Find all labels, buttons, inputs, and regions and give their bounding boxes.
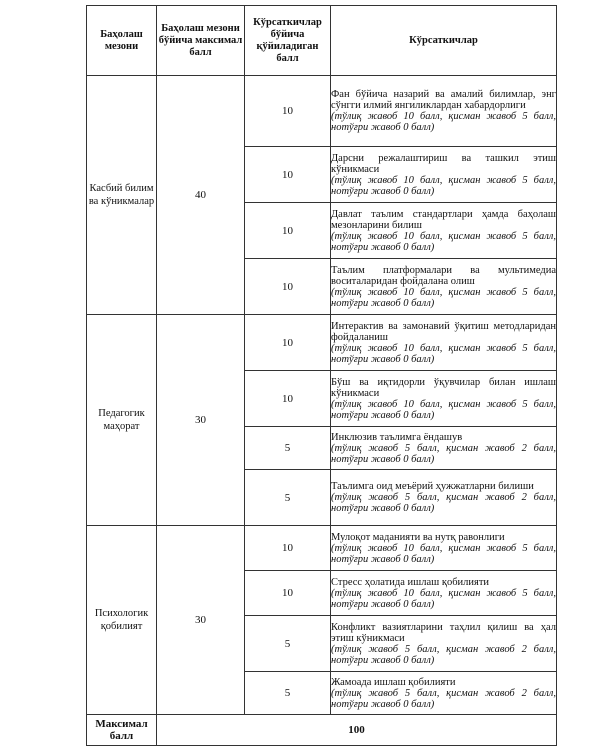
indicator-text: Жамоада ишлаш қобилияти xyxy=(331,676,456,688)
table-row xyxy=(87,315,557,371)
indicator-score: 10 xyxy=(245,571,331,616)
header-indicator-score: Кўрсаткичлар бўйича қўйиладиган балл xyxy=(245,6,331,76)
indicator-note: (тўлиқ жавоб 10 балл, қисман жавоб 5 балл, нотўғри жавоб 0 балл) xyxy=(331,542,556,565)
indicator-note: (тўлиқ жавоб 10 балл, қисман жавоб 5 балл, нотўғри жавоб 0 балл) xyxy=(331,230,556,253)
indicator-note: (тўлиқ жавоб 10 балл, қисман жавоб 5 балл, нотўғри жавоб 0 балл) xyxy=(331,286,556,309)
indicator-text: Таълимга оид меъёрий ҳужжатларни билиши xyxy=(331,481,534,492)
indicator-note: (тўлиқ жавоб 10 балл, қисман жавоб 5 балл, нотўғри жавоб 0 балл) xyxy=(331,174,556,197)
indicator-note: (тўлиқ жавоб 5 балл, қисман жавоб 2 балл, нотўғри жавоб 0 балл) xyxy=(331,442,556,465)
indicator-cell xyxy=(331,259,557,315)
max-score-cell: 30 xyxy=(157,526,245,715)
indicator-text: Бўш ва иқтидорли ўқувчилар билан ишлаш кўникмаси xyxy=(331,376,556,399)
indicator-score: 10 xyxy=(245,147,331,203)
indicator-cell xyxy=(331,315,557,371)
indicator-cell xyxy=(331,616,557,672)
max-score-cell: 40 xyxy=(157,76,245,315)
indicator-score: 10 xyxy=(245,371,331,427)
indicator-cell xyxy=(331,371,557,427)
criterion-cell: Касбий билим ва кўникмалар xyxy=(87,76,157,315)
indicator-note: (тўлиқ жавоб 5 балл, қисман жавоб 2 балл, нотўғри жавоб 0 балл) xyxy=(331,492,556,514)
total-row xyxy=(87,715,557,746)
indicator-score: 5 xyxy=(245,470,331,526)
indicator-cell xyxy=(331,571,557,616)
indicator-score: 5 xyxy=(245,427,331,470)
header-row xyxy=(87,6,557,76)
indicator-score: 5 xyxy=(245,616,331,672)
indicator-text: Стресс ҳолатида ишлаш қобилияти xyxy=(331,576,490,588)
indicator-text: Фан бўйича назарий ва амалий билимлар, энг сўнгги илмий янгиликлардан хабардорлиги xyxy=(331,89,556,111)
criterion-cell: Психологик қобилият xyxy=(87,526,157,715)
table-row xyxy=(87,526,557,571)
indicator-text: Мулоқот маданияти ва нутқ равонлиги xyxy=(331,531,505,543)
indicator-text: Инклюзив таълимга ёндашув xyxy=(331,431,463,443)
indicator-score: 10 xyxy=(245,259,331,315)
header-criterion: Баҳолаш мезони xyxy=(87,6,157,76)
scoring-table xyxy=(86,5,557,746)
indicator-score: 5 xyxy=(245,672,331,715)
indicator-cell xyxy=(331,672,557,715)
indicator-text: Таълим платформалари ва мультимедиа воситаларидан фойдалана олиш xyxy=(331,264,556,287)
indicator-cell xyxy=(331,427,557,470)
indicator-text: Давлат таълим стандартлари ҳамда баҳолаш мезонларини билиш xyxy=(331,208,556,231)
indicator-cell xyxy=(331,526,557,571)
indicator-note: (тўлиқ жавоб 10 балл, қисман жавоб 5 балл, нотўғри жавоб 0 балл) xyxy=(331,342,556,365)
indicator-score: 10 xyxy=(245,526,331,571)
table-row xyxy=(87,76,557,147)
criterion-cell: Педагогик маҳорат xyxy=(87,315,157,526)
indicator-score: 10 xyxy=(245,203,331,259)
indicator-note: (тўлиқ жавоб 10 балл, қисман жавоб 5 балл, нотўғри жавоб 0 балл) xyxy=(331,398,556,421)
indicator-note: (тўлиқ жавоб 10 балл, қисман жавоб 5 балл, нотўғри жавоб 0 балл) xyxy=(331,587,556,610)
indicator-text: Конфликт вазиятларини таҳлил қилиш ва ҳал этиш кўникмаси xyxy=(331,621,556,644)
indicator-note: (тўлиқ жавоб 5 балл, қисман жавоб 2 балл, нотўғри жавоб 0 балл) xyxy=(331,643,556,666)
indicator-note: (тўлиқ жавоб 5 балл, қисман жавоб 2 балл, нотўғри жавоб 0 балл) xyxy=(331,687,556,710)
indicator-score: 10 xyxy=(245,315,331,371)
indicator-cell xyxy=(331,76,557,147)
indicator-cell xyxy=(331,203,557,259)
indicator-cell xyxy=(331,470,557,526)
indicator-text: Дарсни режалаштириш ва ташкил этиш кўникмаси xyxy=(331,152,556,175)
header-indicators: Кўрсаткичлар xyxy=(331,6,557,76)
header-max-score: Баҳолаш мезони бўйича максимал балл xyxy=(157,6,245,76)
indicator-score: 10 xyxy=(245,76,331,147)
max-score-cell: 30 xyxy=(157,315,245,526)
total-value: 100 xyxy=(157,715,557,746)
indicator-note: (тўлиқ жавоб 10 балл, қисман жавоб 5 балл, нотўғри жавоб 0 балл) xyxy=(331,111,556,133)
indicator-text: Интерактив ва замонавий ўқитиш методларидан фойдаланиш xyxy=(331,320,556,343)
indicator-cell xyxy=(331,147,557,203)
total-label: Максимал балл xyxy=(87,715,157,746)
